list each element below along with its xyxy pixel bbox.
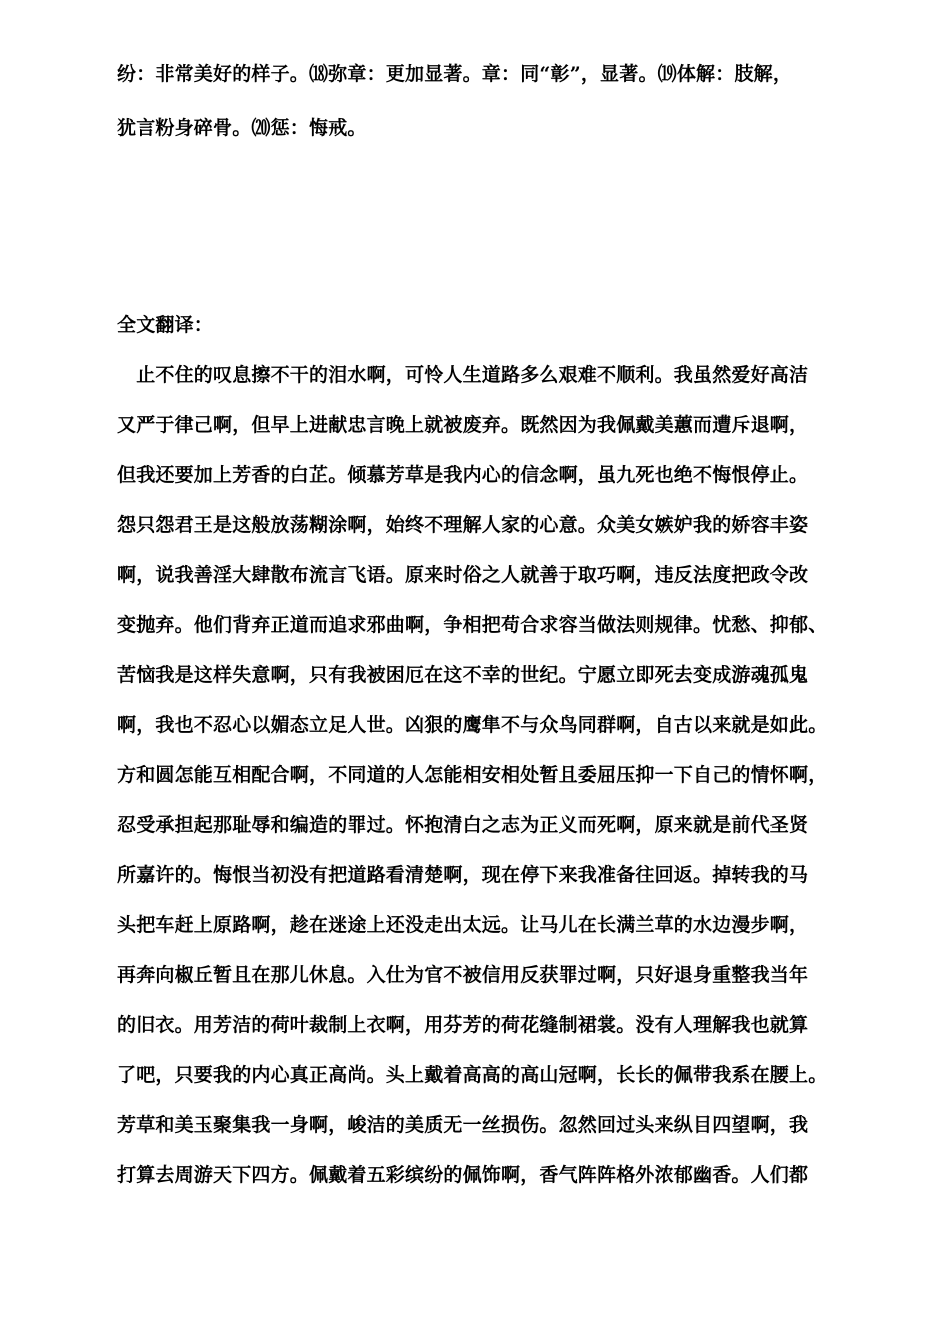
translation-line: 所嘉许的。悔恨当初没有把道路看清楚啊，现在停下来我准备往回返。掉转我的马	[117, 864, 809, 886]
translation-line: 啊，我也不忍心以媚态立足人世。凶狠的鹰隼不与众鸟同群啊，自古以来就是如此。	[117, 714, 828, 736]
translation-line: 变抛弃。他们背弃正道而追求邪曲啊，争相把苟合求容当做法则规律。忧愁、抑郁、	[117, 614, 828, 636]
translation-line: 头把车赶上原路啊，趁在迷途上还没走出太远。让马儿在长满兰草的水边漫步啊，	[117, 914, 809, 936]
translation-line: 忍受承担起那耻辱和编造的罪过。怀抱清白之志为正义而死啊，原来就是前代圣贤	[117, 814, 809, 836]
translation-line: 方和圆怎能互相配合啊，不同道的人怎能相安相处暂且委屈压抑一下自己的情怀啊，	[117, 764, 828, 786]
translation-line: 打算去周游天下四方。佩戴着五彩缤纷的佩饰啊，香气阵阵格外浓郁幽香。人们都	[117, 1164, 809, 1186]
translation-line: 了吧，只要我的内心真正高尚。头上戴着高高的高山冠啊，长长的佩带我系在腰上。	[117, 1064, 828, 1086]
translation-line: 又严于律己啊，但早上进献忠言晚上就被废弃。既然因为我佩戴美蕙而遭斥退啊，	[117, 414, 809, 436]
translation-line: 啊，说我善淫大肆散布流言飞语。原来时俗之人就善于取巧啊，违反法度把政令改	[117, 564, 809, 586]
translation-line: 苦恼我是这样失意啊，只有我被困厄在这不幸的世纪。宁愿立即死去变成游魂孤鬼	[117, 664, 809, 686]
translation-line: 止不住的叹息擦不干的泪水啊，可怜人生道路多么艰难不顺利。我虽然爱好高洁	[117, 364, 809, 386]
translation-line: 的旧衣。用芳洁的荷叶裁制上衣啊，用芬芳的荷花缝制裙裳。没有人理解我也就算	[117, 1014, 809, 1036]
note-line-2: 犹言粉身碎骨。⒇惩：悔戒。	[117, 117, 367, 139]
translation-line: 芳草和美玉聚集我一身啊，峻洁的美质无一丝损伤。忽然回过头来纵目四望啊，我	[117, 1114, 809, 1136]
translation-line: 再奔向椒丘暂且在那儿休息。入仕为官不被信用反获罪过啊，只好退身重整我当年	[117, 964, 809, 986]
note-line-1: 纷：非常美好的样子。⒅弥章：更加显著。章：同“彰”，显著。⒆体解：肢解，	[117, 63, 793, 85]
translation-heading: 全文翻译：	[117, 314, 214, 336]
translation-line: 怨只怨君王是这般放荡糊涂啊，始终不理解人家的心意。众美女嫉妒我的娇容丰姿	[117, 514, 809, 536]
translation-line: 但我还要加上芳香的白芷。倾慕芳草是我内心的信念啊，虽九死也绝不悔恨停止。	[117, 464, 809, 486]
